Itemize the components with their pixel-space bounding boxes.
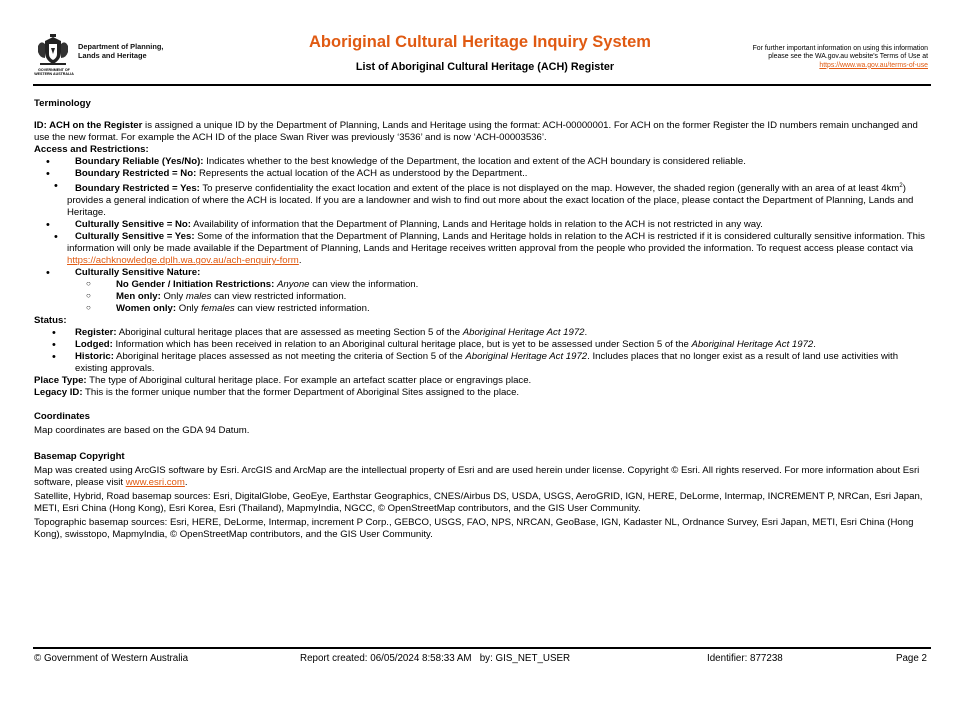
act-name: Aboriginal Heritage Act 1972 xyxy=(465,351,588,363)
culturally-sensitive-yes-text: Some of the information that the Department of Planning, Lands and Heritage holds in relation to the ACH is restricted if it is considered culturally sensitive information. This information will only be made available if the Department of Planning, Lands and Heritage receives written approval from the people who provided the information. To request access please contact via xyxy=(67,231,925,255)
footer-divider xyxy=(33,647,931,649)
place-type-paragraph xyxy=(34,375,926,387)
culturally-sensitive-no-text: Availability of information that the Department of Planning, Lands and Heritage holds in relation to the ACH is not restricted in any way. xyxy=(190,219,763,231)
lodged-text: Information which has been received in relation to an Aboriginal cultural heritage place, but is yet to be assessed under Section 5 of the xyxy=(112,339,692,351)
boundary-reliable-label: Boundary Reliable (Yes/No): xyxy=(75,156,204,167)
men-only-emphasis: males xyxy=(185,291,212,303)
men-only-label: Men only: xyxy=(116,291,161,303)
list-item xyxy=(34,180,926,219)
act-name: Aboriginal Heritage Act 1972 xyxy=(462,327,585,339)
basemap-paragraph-2: Satellite, Hybrid, Road basemap sources: Esri, DigitalGlobe, GeoEye, Earthstar Geographics, CNES/Airbus DS, USDA, USGS, AeroGRID, IGN, HERE, DeLorme, Intermap, INCREMENT P, NRCan, Esri Japan, METI, Esri China (Hong Kong), Esri Korea, Esri (Thailand), MapmyIndia, NGCC, © OpenStreetMap contributors, and the GIS User Community. xyxy=(34,491,923,515)
list-item xyxy=(34,327,926,339)
terminology-heading: Terminology xyxy=(34,98,91,109)
list-item xyxy=(34,168,926,180)
footer-identifier: Identifier: 877238 xyxy=(707,653,783,664)
women-only-text: Only xyxy=(176,303,202,315)
terms-of-use-link[interactable]: https://www.wa.gov.au/terms-of-use xyxy=(819,61,928,69)
page-subtitle: List of Aboriginal Cultural Heritage (ACH) Register xyxy=(355,61,615,73)
basemap-paragraph-3: Topographic basemap sources: Esri, HERE, DeLorme, Intermap, increment P Corp., GEBCO, USGS, FAO, NPS, NRCAN, GeoBase, IGN, Kadaster NL, Ordnance Survey, Esri Japan, METI, Esri China (Hong Kong), swisstopo, MapmyIndia, © OpenStreetMap contributors, and the GIS User Community. xyxy=(34,517,914,541)
list-item xyxy=(34,267,926,279)
legacy-id-text: This is the former unique number that the former Department of Aboriginal Sites assigned to the place. xyxy=(82,387,520,399)
header-divider xyxy=(33,84,931,86)
boundary-restricted-yes-label: Boundary Restricted = Yes: xyxy=(75,183,200,195)
access-heading: Access and Restrictions: xyxy=(34,144,149,155)
footer-report-created: Report created: 06/05/2024 8:58:33 AM by: GIS_NET_USER xyxy=(300,653,571,664)
culturally-sensitive-yes-label: Culturally Sensitive = Yes: xyxy=(75,231,195,243)
ach-enquiry-form-link[interactable]: https://achknowledge.dplh.wa.gov.au/ach-enquiry-form xyxy=(67,255,299,267)
terms-of-use-notice xyxy=(698,45,928,70)
place-type-label: Place Type: xyxy=(34,375,87,387)
culturally-sensitive-no-label: Culturally Sensitive = No: xyxy=(75,219,191,231)
gov-line-2: WESTERN AUSTRALIA xyxy=(34,72,74,76)
legacy-id-label: Legacy ID: xyxy=(34,387,83,399)
basemap-heading: Basemap Copyright xyxy=(34,451,125,463)
dept-name-line-2: Lands and Heritage xyxy=(78,51,147,60)
historic-text-2: . Includes places that no longer exist as a result of land use activities with existing approvals. xyxy=(75,351,899,375)
list-item xyxy=(34,231,926,267)
no-gender-label: No Gender / Initiation Restrictions: xyxy=(116,279,275,291)
register-text: Aboriginal cultural heritage places that are assessed as meeting Section 5 of the xyxy=(116,327,463,339)
list-item xyxy=(34,351,926,375)
women-only-label: Women only: xyxy=(116,303,177,315)
period: . xyxy=(813,339,816,351)
gov-line-1: GOVERNMENT OF xyxy=(38,68,70,72)
page-title: Aboriginal Cultural Heritage Inquiry System xyxy=(309,33,651,51)
sub-list-item xyxy=(34,291,926,303)
status-heading: Status: xyxy=(34,315,67,327)
men-only-text-2: can view restricted information. xyxy=(211,291,347,303)
act-name: Aboriginal Heritage Act 1972 xyxy=(691,339,814,351)
boundary-restricted-no-label: Boundary Restricted = No: xyxy=(75,168,197,179)
id-label: ID: ACH on the Register xyxy=(34,120,143,131)
terms-notice-line-2: please see the WA.gov.au website's Terms of Use at xyxy=(768,53,928,61)
women-only-emphasis: females xyxy=(201,303,235,315)
document-body xyxy=(34,98,926,541)
boundary-restricted-no-text: Represents the actual location of the ACH as understood by the Department.. xyxy=(196,168,528,179)
id-paragraph xyxy=(34,120,926,144)
id-text: is assigned a unique ID by the Department of Planning, Lands and Heritage using the format: ACH-00000001. For ACH on the former Register the ID numbers remain unchanged and use the new format. For example the ACH ID of the place Swan River was previously ‘3536’ and is now ‘ACH-00003536’. xyxy=(34,120,918,143)
historic-text: Aboriginal heritage places assessed as not meeting the criteria of Section 5 of the xyxy=(113,351,466,363)
sub-list-item xyxy=(34,303,926,315)
period: . xyxy=(298,255,302,267)
superscript: 2 xyxy=(899,183,903,189)
page-number: Page 2 xyxy=(895,653,927,664)
esri-link[interactable]: www.esri.com xyxy=(125,477,185,489)
no-gender-emphasis: Anyone xyxy=(276,279,310,291)
coordinates-text: Map coordinates are based on the GDA 94 Datum. xyxy=(34,425,250,437)
women-only-text-2: can view restricted information. xyxy=(234,303,370,315)
place-type-text: The type of Aboriginal cultural heritage place. For example an artefact scatter place or engravings place. xyxy=(86,375,532,387)
basemap-text-1: Map was created using ArcGIS software by Esri. ArcGIS and ArcMap are the intellectual property of Esri and are used herein under license. Copyright © Esri. All rights reserved. For more information about Esri software, please visit xyxy=(34,465,920,489)
boundary-restricted-yes-text-2: ) provides a general indication of where the ACH is located. If you are a landowner and wish to find out more about the exact location of the place, please contact the Department of Planning, Lands and Heritage. xyxy=(67,183,914,219)
list-item xyxy=(34,156,926,168)
dept-name-line-1: Department of Planning, xyxy=(78,42,164,51)
legacy-id-paragraph xyxy=(34,387,926,399)
culturally-sensitive-nature-label: Culturally Sensitive Nature: xyxy=(75,267,201,279)
boundary-restricted-yes-text: To preserve confidentiality the exact location and extent of the place is not displayed on the map. However, the shaded region (generally with an area of at least 4km xyxy=(199,183,900,195)
basemap-paragraph-1 xyxy=(34,465,926,489)
terms-notice-line-1: For further important information on using this information xyxy=(752,45,928,52)
register-label: Register: xyxy=(75,327,117,339)
footer-copyright: © Government of Western Australia xyxy=(34,653,189,664)
period: . xyxy=(584,327,588,339)
dplh-logo xyxy=(34,34,169,78)
list-item xyxy=(34,219,926,231)
lodged-label: Lodged: xyxy=(75,339,113,351)
men-only-text: Only xyxy=(160,291,186,303)
historic-label: Historic: xyxy=(75,351,114,363)
sub-list-item xyxy=(34,279,926,291)
boundary-reliable-text: Indicates whether to the best knowledge of the Department, the location and extent of the ACH boundary is considered reliable. xyxy=(203,156,746,167)
no-gender-text: can view the information. xyxy=(309,279,419,291)
coordinates-heading: Coordinates xyxy=(34,411,90,423)
list-item xyxy=(34,339,926,351)
period: . xyxy=(184,477,188,489)
